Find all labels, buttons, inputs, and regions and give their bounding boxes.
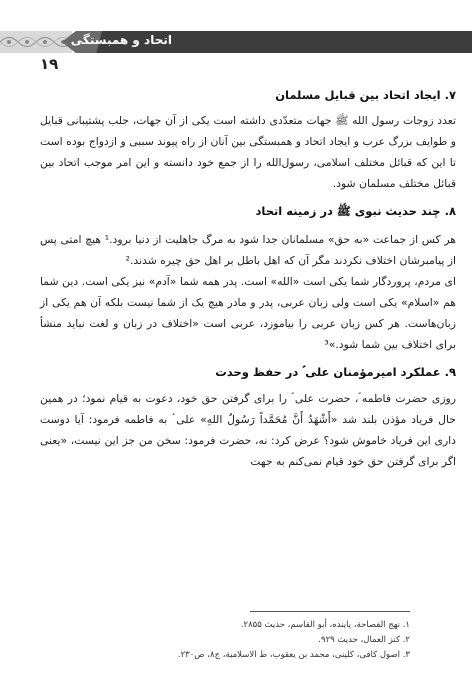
paragraph: هر کس از جماعت «به حق» مسلمانان جدا شود به مرگ جاهلیت از دنیا برود.¹ هیچ امتی پس از پیامبرشان اختلاف نکردند مگر آن که اهل باطل بر اهل حق چیره شدند.²: [40, 233, 456, 267]
section-heading: ۹. عملکرد امیرمؤمنان علی ؑ در حفظ وحدت: [215, 365, 456, 379]
paragraph: ای مردم، پروردگار شما یکی است «الله» است. پدر همه شما «آدم» نیز یکی است. دین شما هم «اسلام» یکی است ولی زبان عربی، پدر و مادر هیچ یک از شما نیست بلکه آن هم یکی از زبان‌هاست. هر کس زبان عربی را بیاموزد، عربی است «اختلاف در زبان و لغت نباید منشأ برای اختلاف بین شما شود.»³: [40, 275, 456, 351]
section-9: [40, 365, 456, 472]
section-heading: ۷. ایجاد اتحاد بین قبایل مسلمان: [275, 88, 456, 102]
paragraph: روزی حضرت فاطمه ؑ، حضرت علی ؑ را برای گرفتن حق خود، دعوت به قیام نمود؛ در همین حال فریاد مؤذن بلند شد «أَشْهَدُ أَنَّ مُحَمَّداً رَسُولُ اللهِ» علی ؑ به فاطمه فرمود: آیا دوست داری این فریاد خاموش شود؟ عرض کرد: نه، حضرت فرمود: سخن من جز این نیست، «یعنی اگر برای گرفتن حق خود قیام نمی‌کنم به جهت: [40, 392, 456, 468]
footnotes: [160, 618, 410, 663]
footnote: ۱. نهج الفصاحة، پاینده، أبو القاسم، حدیث ۲۸۵۵.: [240, 620, 410, 630]
section-heading: ۸. چند حدیث نبوی ﷺ در زمینه اتحاد: [255, 204, 456, 218]
section-7: [40, 88, 456, 194]
paragraph: تعدد زوجات رسول الله ﷺ جهات متعدّدی داشته است یکی از آن جهات، جلب پشتیبانی قبایل و طوایف بزرگ عرب و ایجاد اتحاد و همبستگی بین آنان از راه پیوند سببی و ازدواج بوده است تا این که قبائل مختلف اسلامی، رسول‌الله را از جمع خود دانسته و این امر موجب اتحاد بین قبائل مختلف مسلمان شود.: [40, 114, 456, 190]
page-number: ۱۹: [40, 55, 59, 73]
footnote: ۲. کنز العمال، حدیث ۹۲۹.: [318, 635, 410, 645]
ornament-decoration: [0, 31, 72, 53]
chapter-title: اتحاد و همبستگی: [70, 33, 172, 47]
page-body: [40, 88, 456, 472]
chapter-header: [0, 31, 472, 53]
section-8: [40, 204, 456, 355]
footnote: ۳. اصول کافی، کلینی، محمد بن یعقوب، ط الاسلامیة، ج۸، ص۲۳۰.: [177, 650, 410, 660]
footnote-separator: [250, 611, 410, 612]
